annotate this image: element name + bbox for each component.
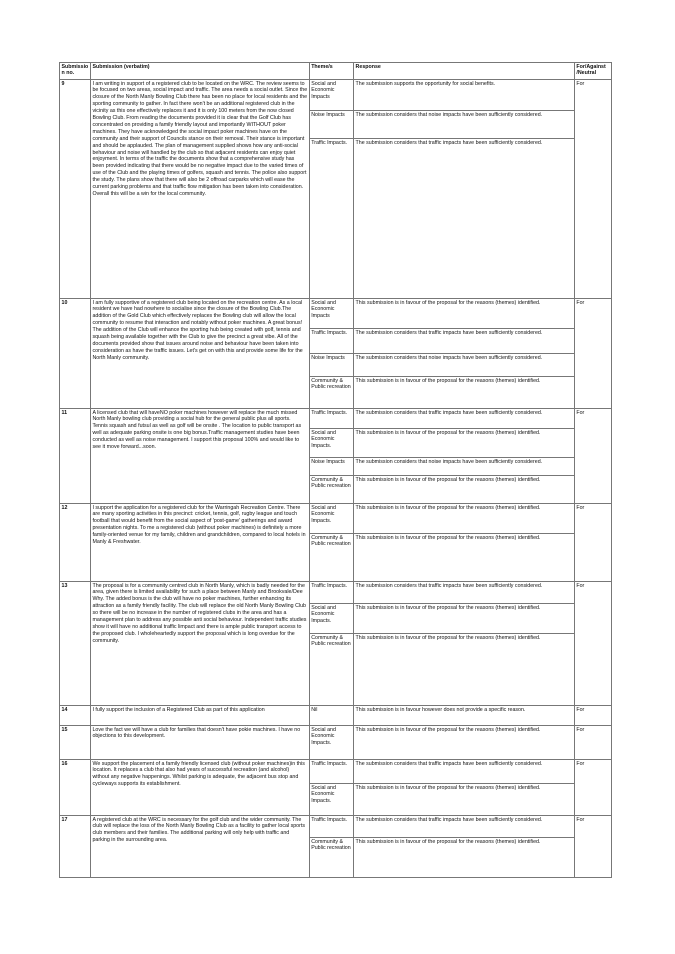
- theme-cell: Community & Public recreation: [309, 838, 353, 878]
- table-body: [60, 80, 612, 878]
- theme-cell: Social and Economic Impacts.: [309, 604, 353, 634]
- response-cell: The submission considers that noise impacts have been sufficiently considered.: [354, 111, 575, 139]
- response-cell: The submission considers that noise impacts have been sufficiently considered.: [354, 458, 575, 476]
- response-cell: The submission considers that traffic impacts have been sufficiently considered.: [354, 329, 575, 354]
- theme-cell: Social and Economic Impacts.: [309, 726, 353, 760]
- response-cell: The submission considers that traffic impacts have been sufficiently considered.: [354, 139, 575, 299]
- theme-cell: Social and Economic Impacts: [309, 80, 353, 111]
- response-cell: This submission is in favour of the proposal for the reasons (themes) identified.: [354, 299, 575, 329]
- table-row: [60, 504, 612, 534]
- response-cell: The submission considers that traffic impacts have been sufficiently considered.: [354, 409, 575, 429]
- theme-cell: Social and Economic Impacts.: [309, 784, 353, 816]
- theme-cell: Traffic Impacts.: [309, 816, 353, 838]
- response-cell: This submission is in favour of the proposal for the reasons (themes) identified.: [354, 504, 575, 534]
- position-cell: For: [574, 760, 611, 816]
- theme-cell: Social and Economic Impacts.: [309, 429, 353, 458]
- submission-number: 12: [60, 504, 91, 582]
- theme-cell: Traffic Impacts.: [309, 139, 353, 299]
- table-row: [60, 706, 612, 726]
- theme-cell: Social and Economic Impacts.: [309, 504, 353, 534]
- response-cell: The submission considers that noise impacts have been sufficiently considered.: [354, 354, 575, 377]
- submission-text: I fully support the inclusion of a Registered Club as part of this application: [90, 706, 309, 726]
- submission-number: 15: [60, 726, 91, 760]
- submissions-document: [59, 62, 612, 878]
- submission-text: A licensed club that will haveNO poker machines however will replace the much missed North Manly bowling club providing a social hub for the general public plus all sports. Tennis squash and futsul as well as golf will be onsite . The location to public transport as well as adequate parking onsite is one big bonus.Traffic management studies have been conducted as well as noise management. I support this proposal 100% and would like to see it move forward...soon.: [90, 409, 309, 504]
- theme-cell: Traffic Impacts.: [309, 760, 353, 784]
- header-response: Response: [354, 63, 575, 80]
- table-row: [60, 299, 612, 329]
- table-header-row: [60, 63, 612, 80]
- theme-cell: Community & Public recreation: [309, 476, 353, 504]
- table-row: [60, 80, 612, 111]
- table-row: [60, 760, 612, 784]
- position-cell: For: [574, 504, 611, 582]
- position-cell: For: [574, 816, 611, 878]
- response-cell: This submission is in favour of the proposal for the reasons (themes) identified.: [354, 784, 575, 816]
- submission-number: 11: [60, 409, 91, 504]
- theme-cell: Social and Economic Impacts: [309, 299, 353, 329]
- submission-number: 14: [60, 706, 91, 726]
- response-cell: This submission is in favour of the proposal for the reasons (themes) identified.: [354, 634, 575, 706]
- header-submission-text: Submission (verbatim): [90, 63, 309, 80]
- response-cell: This submission is in favour of the proposal for the reasons (themes) identified.: [354, 534, 575, 582]
- theme-cell: Community & Public recreation: [309, 377, 353, 409]
- response-cell: The submission considers that traffic impacts have been sufficiently considered.: [354, 816, 575, 838]
- theme-cell: Noise Impacts: [309, 111, 353, 139]
- response-cell: This submission is in favour of the proposal for the reasons (themes) identified.: [354, 476, 575, 504]
- response-cell: This submission is in favour of the proposal for the reasons (themes) identified.: [354, 377, 575, 409]
- table-row: [60, 816, 612, 838]
- submission-number: 10: [60, 299, 91, 409]
- response-cell: This submission is in favour of the proposal for the reasons (themes) identified.: [354, 429, 575, 458]
- submission-text: A registered club at the WRC is necessary for the golf club and the wider community. The club will replace the loss of the North Manly Bowling Club as a facility to gather local sports club members and their families. The additional parking will only help with traffic and parking in the surrounding area.: [90, 816, 309, 878]
- submission-text: I am fully supportive of a registered club being located on the recreation centre. As a local resident we have had nowhere to socialise since the closure of the Bowling Club.The addition of the Gold Club which effectively replaces the Bowling club will allow the local community to resume that interaction and notably without poker machines. A great bonus! The addition of the Club will enhance the sporting hub being created with golf, tennis and squash being available together with the Club to give the precinct a great vibe. All of the documents provided show that issues around noise and behaviour have been taken into consideration as have the traffic issues. Let's get on with this and provide some life for the North Manly community.: [90, 299, 309, 409]
- submission-text: Love the fact we will have a club for families that doesn't have pokie machines. I have no objections to this development.: [90, 726, 309, 760]
- position-cell: For: [574, 299, 611, 409]
- theme-cell: Traffic Impacts.: [309, 409, 353, 429]
- response-cell: The submission considers that traffic impacts have been sufficiently considered.: [354, 760, 575, 784]
- submission-text: We support the placement of a family friendly licensed club (without poker machines)in this location. It replaces a club that also had years of successful recreation (and alcohol) without any negative happenings. Whilst parking is adequate, the adjacent bus stop and cycleways supports its establishment.: [90, 760, 309, 816]
- submission-text: The proposal is for a community centred club in North Manly, which is badly needed for the area, given there is limited availability for such a place between Manly and Brookvale/Dee Why. The added bonus is the club will have no poker machines, further enhancing its attraction as a family friendly facility. The club will replace the old North Manly Bowling Club so there will be no increase in the number of registered clubs in the area and has a management plan to address any possible anti social behaviour. Independent traffic studies show it will have no additional traffic limpact and there is ample public transport access to the proposed club. I wholeheartedly support the proposal which is long overdue for the community.: [90, 582, 309, 706]
- theme-cell: Community & Public recreation: [309, 534, 353, 582]
- theme-cell: Nil: [309, 706, 353, 726]
- position-cell: For: [574, 582, 611, 706]
- header-position: For/Against /Neutral: [574, 63, 611, 80]
- response-cell: This submission is in favour of the proposal for the reasons (themes) identified.: [354, 838, 575, 878]
- submission-number: 9: [60, 80, 91, 299]
- theme-cell: Community & Public recreation: [309, 634, 353, 706]
- response-cell: This submission is in favour of the proposal for the reasons (themes) identified.: [354, 726, 575, 760]
- header-submission-no: Submission no.: [60, 63, 91, 80]
- header-themes: Theme/s: [309, 63, 353, 80]
- position-cell: For: [574, 409, 611, 504]
- position-cell: For: [574, 80, 611, 299]
- table-row: [60, 582, 612, 604]
- position-cell: For: [574, 706, 611, 726]
- submission-text: I support the application for a registered club for the Warringah Recreation Centre. There are many sporting activities in this precinct: cricket, tennis, golf, rugby league and touch football that would benefit from the social aspect of 'post-game' gatherings and award presentation nights. To me a registered club (without poker machines) is definitely a more family-oriented venue for my family, children and grandchildren, compared to local hotels in Manly & Freshwater.: [90, 504, 309, 582]
- submission-number: 13: [60, 582, 91, 706]
- response-cell: The submission considers that traffic impacts have been sufficiently considered.: [354, 582, 575, 604]
- submission-number: 16: [60, 760, 91, 816]
- theme-cell: Traffic Impacts.: [309, 582, 353, 604]
- table-row: [60, 726, 612, 760]
- response-cell: The submission supports the opportunity for social benefits.: [354, 80, 575, 111]
- theme-cell: Noise Impacts: [309, 354, 353, 377]
- submission-text: I am writing in support of a registered club to be located on the WRC. The review seems to be focused on two areas, social impact and traffic. The area needs a social outlet. Since the closure of the North Manly Bowling Club there has been no place for local residents and the sporting community to gather. In fact there won't be an additional registered club in the vicinity as this one effectively replaces it and it is only 100 meters from the now closed Bowling Club. From reading the documents provided it is clear that the Golf Club has concentrated on providing a family friendly layout and importantly WITHOUT poker machines. They have acknowledged the social impact poker machines have on the community and their support of Councils stance on their removal. Their stance is important and should be applauded. The plan of management supplied shows how any anti-social behaviour and noise will handled by the club so that adjacent residents can enjoy quiet enjoyment. In terms of the traffic the documents show that a comprehensive study has been provided indicating that there would be no negative impact due to the varied times of use of the Club and the playing times of golfers, squash and tennis. The police also support the study. The plans show that there will also be 2 offroad carparks which will ease the current parking problems and that traffic flow mitigation has been taken into consideration. Overall this will be a win for the local community.: [90, 80, 309, 299]
- table-row: [60, 409, 612, 429]
- submissions-table: [59, 62, 612, 878]
- response-cell: This submission is in favour however does not provide a specific reason.: [354, 706, 575, 726]
- response-cell: This submission is in favour of the proposal for the reasons (themes) identified.: [354, 604, 575, 634]
- theme-cell: Traffic Impacts.: [309, 329, 353, 354]
- submission-number: 17: [60, 816, 91, 878]
- theme-cell: Noise Impacts: [309, 458, 353, 476]
- position-cell: For: [574, 726, 611, 760]
